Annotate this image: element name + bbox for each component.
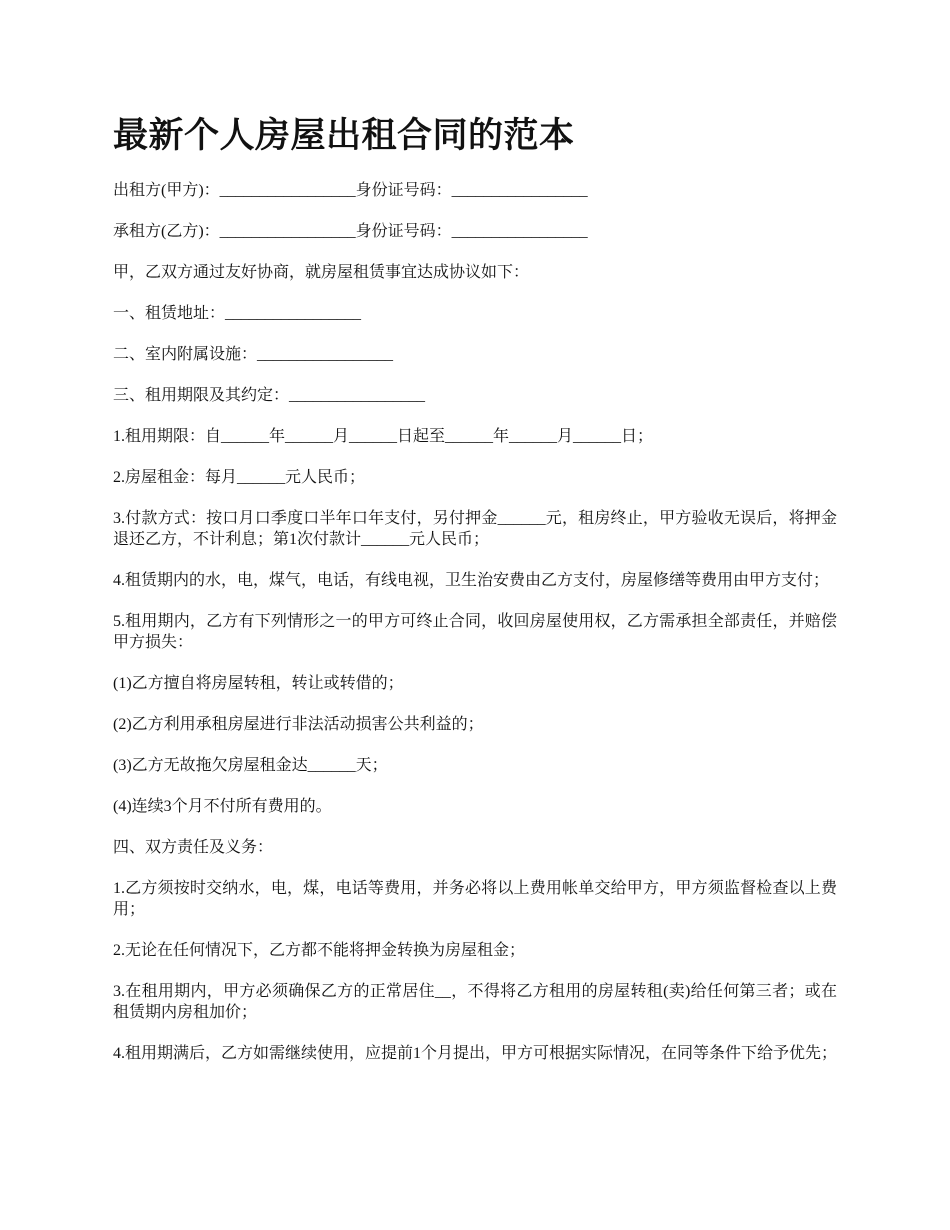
paragraph-lessor: 出租方(甲方)：_________________身份证号码：_________________ — [113, 182, 588, 199]
paragraph-section-2: 二、室内附属设施：_________________ — [113, 346, 394, 363]
paragraph-term: 1.租用期限：自______年______月______日起至______年______月______日； — [113, 428, 654, 445]
paragraph-termination-3: (3)乙方无故拖欠房屋租金达______天； — [113, 757, 388, 774]
paragraph-duty-4: 4.租用期满后，乙方如需继续使用，应提前1个月提出，甲方可根据实际情况，在同等条件下给予优先； — [113, 1045, 838, 1062]
paragraph-termination-1: (1)乙方擅自将房屋转租，转让或转借的； — [113, 675, 404, 692]
paragraph-section-1: 一、租赁地址：_________________ — [113, 305, 362, 322]
paragraph-duty-2: 2.无论在任何情况下，乙方都不能将押金转换为房屋租金； — [113, 942, 526, 959]
paragraph-rent: 2.房屋租金：每月______元人民币； — [113, 469, 366, 486]
paragraph-termination-4: (4)连续3个月不付所有费用的。 — [113, 798, 332, 815]
paragraph-termination-2: (2)乙方利用承租房屋进行非法活动损害公共利益的； — [113, 716, 484, 733]
paragraph-termination: 5.租用期内，乙方有下列情形之一的甲方可终止合同，收回房屋使用权，乙方需承担全部责任，并赔偿甲方损失： — [113, 613, 837, 651]
paragraph-intro: 甲，乙双方通过友好协商，就房屋租赁事宜达成协议如下： — [113, 264, 530, 281]
paragraph-utilities: 4.租赁期内的水，电，煤气，电话，有线电视，卫生治安费由乙方支付，房屋修缮等费用由甲方支付； — [113, 572, 830, 589]
document-title: 最新个人房屋出租合同的范本 — [113, 115, 575, 156]
paragraph-lessee: 承租方(乙方)：_________________身份证号码：_________________ — [113, 223, 588, 240]
paragraph-section-4: 四、双方责任及义务： — [113, 839, 274, 856]
paragraph-duty-3: 3.在租用期内，甲方必须确保乙方的正常居住__，不得将乙方租用的房屋转租(卖)给任何第三者；或在租赁期内房租加价； — [113, 983, 837, 1021]
paragraph-payment: 3.付款方式：按口月口季度口半年口年支付，另付押金______元，租房终止，甲方验收无误后，将押金退还乙方，不计利息；第1次付款计______元人民币； — [113, 510, 837, 548]
paragraph-duty-1: 1.乙方须按时交纳水，电，煤，电话等费用，并务必将以上费用帐单交给甲方，甲方须监督检查以上费用； — [113, 880, 837, 918]
paragraph-section-3: 三、租用期限及其约定：_________________ — [113, 387, 426, 404]
document-body — [113, 180, 837, 1084]
